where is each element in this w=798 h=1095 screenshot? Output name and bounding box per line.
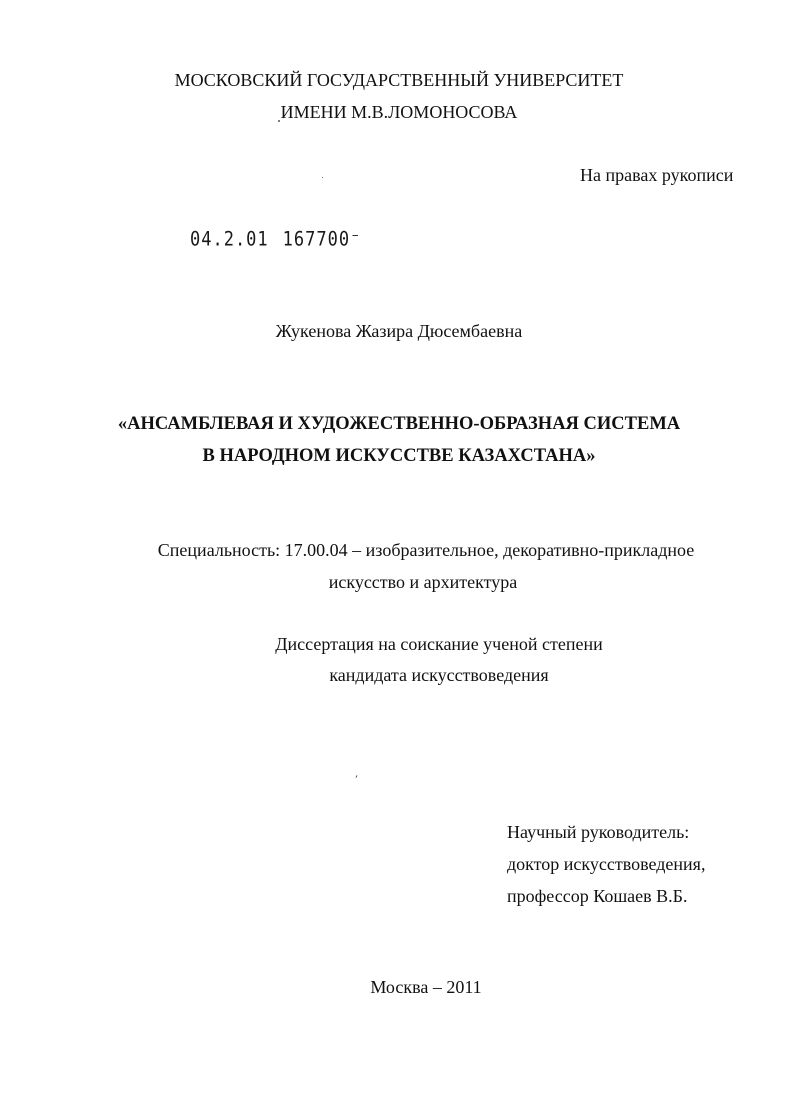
stamp-dash-mark: ⁻ <box>350 228 362 251</box>
dissertation-title-line2: В НАРОДНОМ ИСКУССТВЕ КАЗАХСТАНА» <box>202 446 596 466</box>
specialty-line2: искусство и архитектура <box>328 572 518 592</box>
university-name-line2: ИМЕНИ М.В.ЛОМОНОСОВА <box>280 102 518 122</box>
supervisor-label: Научный руководитель: <box>507 822 690 842</box>
scan-speck <box>355 775 357 778</box>
supervisor-degree: доктор искусствоведения, <box>507 854 706 874</box>
city-year: Москва – 2011 <box>370 977 482 997</box>
stamp-number: 167700 <box>282 228 351 251</box>
dissertation-degree-line2: кандидата искусствоведения <box>329 665 549 685</box>
registration-stamp <box>190 228 361 251</box>
manuscript-note: На правах рукописи <box>580 165 734 185</box>
scan-speck <box>278 120 280 122</box>
author-name: Жукенова Жазира Дюсембаевна <box>275 321 523 341</box>
dissertation-title-line1: «АНСАМБЛЕВАЯ И ХУДОЖЕСТВЕННО-ОБРАЗНАЯ СИСТЕМА <box>117 414 681 434</box>
specialty-line1: Специальность: 17.00.04 – изобразительное, декоративно-прикладное <box>157 540 695 560</box>
dissertation-degree-line1: Диссертация на соискание ученой степени <box>275 634 603 654</box>
supervisor-name: профессор Кошаев В.Б. <box>507 886 688 906</box>
stamp-code: 04.2.01 <box>190 228 269 251</box>
university-name-line1: МОСКОВСКИЙ ГОСУДАРСТВЕННЫЙ УНИВЕРСИТЕТ <box>174 70 624 90</box>
scan-speck <box>322 177 323 178</box>
